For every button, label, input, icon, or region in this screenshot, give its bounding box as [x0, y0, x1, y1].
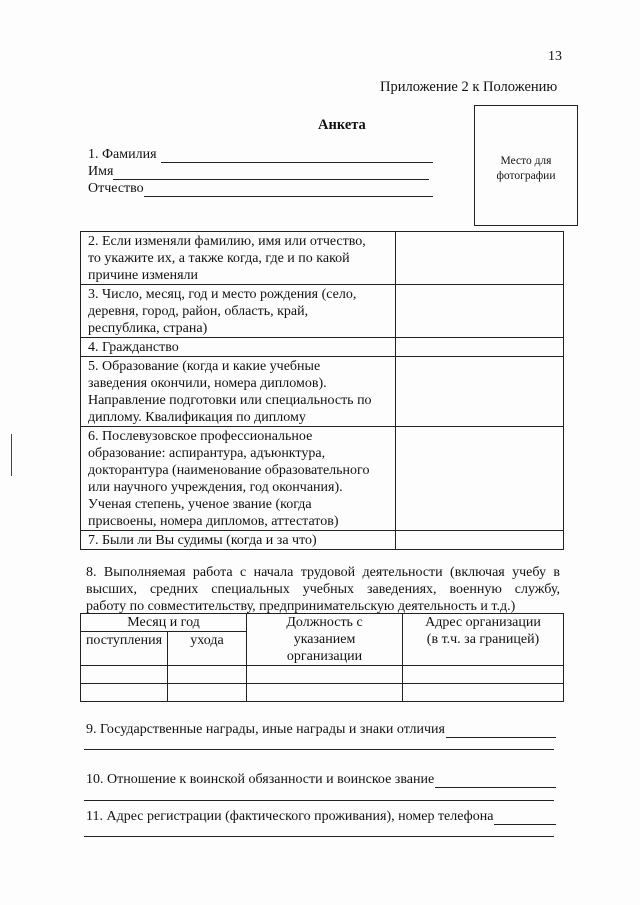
address-extra-line[interactable] — [84, 836, 554, 837]
surname-label: 1. Фамилия — [88, 147, 157, 162]
question-line: Направление подготовки или специальность по — [88, 393, 372, 408]
question-line: 6. Послевузовское профессиональное — [88, 429, 313, 444]
answer-cell[interactable] — [396, 338, 564, 357]
surname-field[interactable] — [88, 146, 433, 163]
question-line: образование: аспирантура, адъюнктура, — [88, 446, 326, 461]
address-header-line: (в т.ч. за границей) — [426, 632, 540, 647]
surname-line[interactable] — [161, 149, 433, 163]
position-header-line: указанием — [293, 632, 356, 647]
address-header — [403, 614, 564, 666]
question-line: деревня, город, район, область, край, — [88, 304, 309, 319]
work-entry-row — [81, 684, 564, 702]
question-cell — [81, 232, 396, 285]
work-label-line: 8. Выполняемая работа с начала трудовой деятельности (включая учебу в — [86, 565, 560, 580]
answer-cell[interactable] — [396, 232, 564, 285]
name-label: Имя — [88, 164, 114, 179]
answer-cell[interactable] — [396, 357, 564, 427]
answer-cell[interactable] — [396, 531, 564, 550]
photo-placeholder-text — [475, 154, 577, 184]
name-line[interactable] — [113, 166, 429, 180]
questions-table — [80, 231, 564, 550]
margin-scan-mark — [11, 434, 12, 476]
military-field[interactable] — [86, 771, 556, 788]
question-line: диплому. Квалификация по диплому — [88, 410, 306, 425]
photo-placeholder-line: фотографии — [496, 170, 556, 182]
question-cell — [81, 338, 396, 357]
appendix-label: Приложение 2 к Положению — [380, 79, 558, 95]
page-number: 13 — [548, 49, 562, 64]
awards-field[interactable] — [86, 721, 556, 738]
question-line: заведения окончили, номера дипломов). — [88, 376, 327, 391]
position-header-line: организации — [286, 649, 363, 664]
military-label: 10. Отношение к воинской обязанности и воинское звание — [86, 772, 435, 787]
start-date-cell[interactable] — [81, 684, 168, 702]
end-date-header: ухода — [168, 632, 247, 666]
question-line: докторантура (наименование образовательного — [88, 463, 370, 478]
question-cell — [81, 285, 396, 338]
work-entry-row — [81, 666, 564, 684]
position-cell[interactable] — [247, 666, 403, 684]
question-cell — [81, 531, 396, 550]
start-date-header: поступления — [81, 632, 168, 666]
patronymic-label: Отчество — [88, 181, 144, 196]
question-row — [81, 232, 564, 285]
question-row — [81, 427, 564, 531]
address-header-line: Адрес организации — [425, 615, 541, 630]
answer-cell[interactable] — [396, 285, 564, 338]
military-extra-line[interactable] — [84, 800, 554, 801]
address-cell[interactable] — [403, 666, 564, 684]
photo-placeholder-line: Место для — [500, 155, 552, 167]
address-line[interactable] — [494, 811, 556, 825]
question-row — [81, 285, 564, 338]
question-row — [81, 357, 564, 427]
question-line: 3. Число, месяц, год и место рождения (село, — [88, 287, 357, 302]
work-label-line: высших, средних специальных учебных заведениях, военную службу, — [86, 582, 560, 597]
question-row — [81, 338, 564, 357]
name-field[interactable] — [88, 163, 429, 180]
patronymic-line[interactable] — [144, 183, 433, 197]
awards-extra-line[interactable] — [84, 749, 554, 750]
awards-label: 9. Государственные награды, иные награды и знаки отличия — [86, 722, 445, 737]
question-cell — [81, 357, 396, 427]
question-cell — [81, 427, 396, 531]
position-header — [247, 614, 403, 666]
question-line: или научного учреждения, год окончания). — [88, 480, 343, 495]
address-label: 11. Адрес регистрации (фактического проживания), номер телефона — [86, 809, 494, 824]
position-cell[interactable] — [247, 684, 403, 702]
question-line: то укажите их, а также когда, где и по какой — [88, 251, 350, 266]
question-line: 2. Если изменяли фамилию, имя или отчество, — [88, 234, 366, 249]
question-line: 4. Гражданство — [88, 340, 179, 355]
photo-placeholder-box[interactable] — [474, 105, 578, 226]
address-cell[interactable] — [403, 684, 564, 702]
work-history-table — [80, 613, 564, 702]
question-line: 7. Были ли Вы судимы (когда и за что) — [88, 533, 317, 548]
work-header-row — [81, 614, 564, 632]
military-line[interactable] — [435, 774, 556, 788]
work-history-label — [86, 564, 560, 615]
work-label-line: работу по совместительству, предпринимательскую деятельность и т.д.) — [86, 599, 516, 614]
question-row — [81, 531, 564, 550]
question-line: Ученая степень, ученое звание (когда — [88, 497, 312, 512]
address-field[interactable] — [86, 808, 556, 825]
position-header-line: Должность с — [286, 615, 363, 630]
awards-line[interactable] — [446, 724, 556, 738]
month-year-header: Месяц и год — [81, 614, 247, 632]
question-line: присвоены, номера дипломов, аттестатов) — [88, 514, 339, 529]
start-date-cell[interactable] — [81, 666, 168, 684]
end-date-cell[interactable] — [168, 684, 247, 702]
question-line: республика, страна) — [88, 321, 208, 336]
patronymic-field[interactable] — [88, 180, 433, 197]
question-line: причине изменяли — [88, 268, 199, 283]
answer-cell[interactable] — [396, 427, 564, 531]
question-line: 5. Образование (когда и какие учебные — [88, 359, 321, 374]
form-title: Анкета — [318, 117, 366, 133]
end-date-cell[interactable] — [168, 666, 247, 684]
